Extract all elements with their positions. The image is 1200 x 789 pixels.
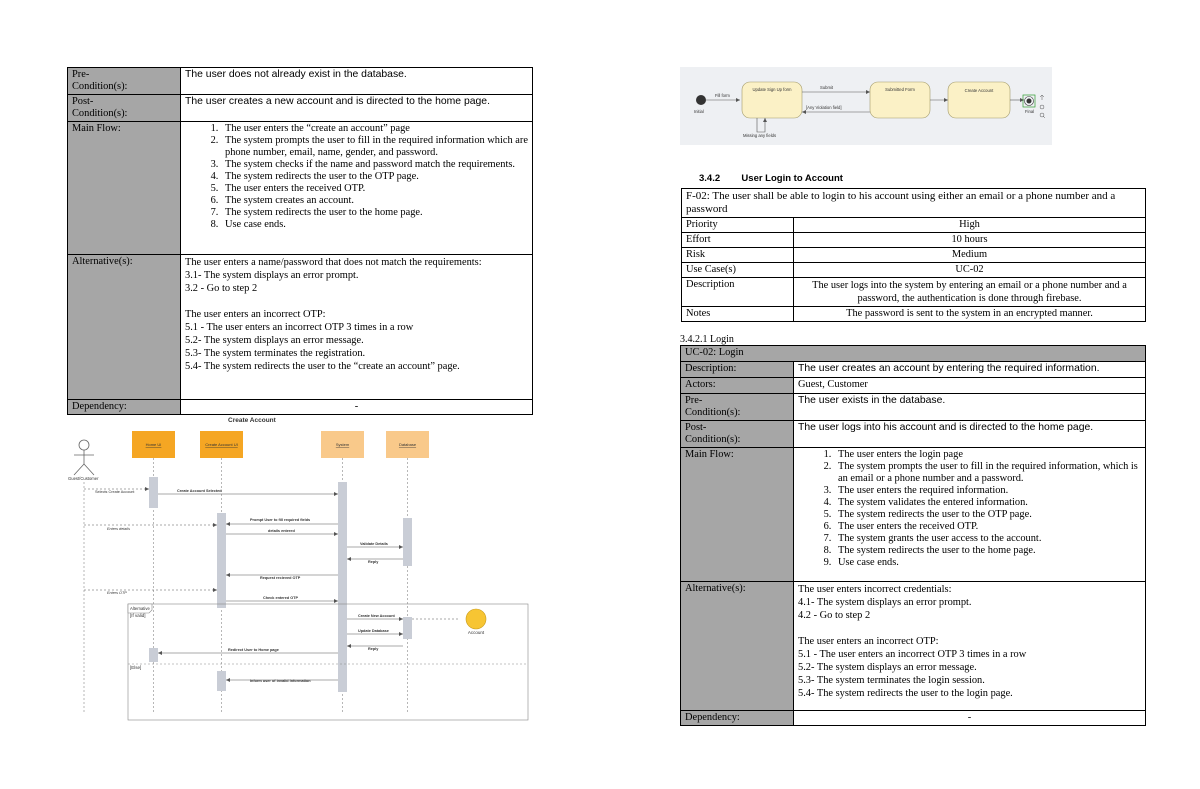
- dependency-value: -: [794, 711, 1146, 726]
- alt-line: 5.3- The system terminates the registration.: [185, 348, 366, 359]
- section-title: User Login to Account: [741, 173, 843, 184]
- list-item: 2. The system prompts the user to fill in the required information which are phone number, email, name, gender, and password.: [221, 135, 528, 159]
- table-row: [681, 421, 1146, 448]
- list-item: 1. The user enters the login page: [834, 449, 1141, 461]
- list-item: 6. The system creates an account.: [221, 195, 528, 207]
- create-account-use-case-table: [67, 67, 533, 415]
- participant-label: System: [335, 442, 350, 447]
- section-number: 3.4.2: [699, 173, 721, 184]
- dependency-label: Dependency:: [681, 711, 794, 726]
- alt-line: 4.2 - Go to step 2: [798, 610, 871, 621]
- alt-line: The user enters an incorrect OTP:: [185, 309, 326, 320]
- main-flow-value: [794, 448, 1146, 582]
- sequence-diagram: [60, 412, 540, 724]
- actor-icon: [74, 440, 94, 475]
- main-flow-list: [798, 449, 1141, 569]
- state-label: Final: [1025, 109, 1035, 114]
- actor-label: Guest/Customer: [68, 476, 99, 481]
- postcondition-value: The user logs into his account and is directed to the home page.: [794, 421, 1146, 448]
- alt-line: 3.1- The system displays an error prompt.: [185, 270, 359, 281]
- alt-line: 5.2- The system displays an error message.: [185, 335, 364, 346]
- message-label: Create Account Selected: [177, 489, 222, 493]
- alt-line: The user enters an incorrect OTP:: [798, 636, 939, 647]
- table-row: [682, 278, 1146, 307]
- row-value: UC-02: [794, 263, 1146, 278]
- list-item: 8. The system redirects the user to the home page.: [834, 545, 1141, 557]
- list-item: 1. The user enters the “create an account” page: [221, 123, 528, 135]
- postcondition-label: Post- Condition(s):: [681, 421, 794, 448]
- table-row: [682, 233, 1146, 248]
- login-use-case-table: [680, 345, 1146, 726]
- alt-line: [798, 622, 1141, 635]
- message-label: Enters OTP: [107, 591, 127, 595]
- alternatives-label: Alternative(s):: [68, 255, 181, 400]
- initial-state-icon: [696, 95, 706, 105]
- actors-label: Actors:: [681, 378, 794, 394]
- account-entity-label: Account: [467, 630, 485, 635]
- transition-label: Fill form: [715, 93, 730, 98]
- state-label: Submitted Form: [885, 87, 915, 92]
- state-diagram: [680, 67, 1052, 145]
- state-label: Initial: [694, 109, 704, 114]
- main-flow-value: [181, 122, 533, 255]
- table-row: [681, 394, 1146, 421]
- message-label: Prompt User to fill required fields: [250, 518, 311, 522]
- precondition-value: The user does not already exist in the database.: [181, 68, 533, 95]
- message-label: Update Database: [358, 629, 389, 633]
- list-item: 8. Use case ends.: [221, 219, 528, 231]
- row-label: Effort: [682, 233, 794, 248]
- message-label: Inform user of invalid Information: [250, 679, 311, 683]
- transition-label: Submit: [820, 85, 834, 90]
- description-value: The user creates an account by entering the required information.: [794, 362, 1146, 378]
- alt-line: 5.4- The system redirects the user to the “create an account” page.: [185, 361, 460, 372]
- table-row: [682, 307, 1146, 322]
- alt-line: 5.3- The system terminates the login session.: [798, 675, 985, 686]
- postcondition-value: The user creates a new account and is directed to the home page.: [181, 95, 533, 122]
- table-row: [681, 582, 1146, 711]
- requirement-text: F-02: The user shall be able to login to his account using either an email or a phone number and a password: [682, 189, 1146, 218]
- dependency-value: -: [181, 400, 533, 415]
- message-label: Reply: [368, 647, 379, 651]
- list-item: 5. The user enters the received OTP.: [221, 183, 528, 195]
- row-value: The user logs into the system by entering an email or a phone number and a password, the authentication is done through firebase.: [794, 278, 1146, 307]
- alt-line: 5.1 - The user enters an incorrect OTP 3 times in a row: [185, 322, 414, 333]
- actors-value: Guest, Customer: [794, 378, 1146, 394]
- alt-line: 5.1 - The user enters an incorrect OTP 3 times in a row: [798, 649, 1027, 660]
- list-item: 3. The system checks if the name and password match the requirements.: [221, 159, 528, 171]
- main-flow-label: Main Flow:: [681, 448, 794, 582]
- row-value: 10 hours: [794, 233, 1146, 248]
- message-label: Reply: [368, 560, 379, 564]
- message-label: Check entered OTP: [263, 596, 299, 600]
- row-label: Use Case(s): [682, 263, 794, 278]
- alt-line: 3.2 - Go to step 2: [185, 283, 258, 294]
- description-label: Description:: [681, 362, 794, 378]
- list-item: 6. The user enters the received OTP.: [834, 521, 1141, 533]
- list-item: 4. The system redirects the user to the OTP page.: [221, 171, 528, 183]
- message-label: Selects Create Account: [95, 490, 135, 494]
- guard-if-valid: [If valid]: [130, 613, 146, 618]
- list-item: 5. The system redirects the user to the OTP page.: [834, 509, 1141, 521]
- table-row: [682, 189, 1146, 218]
- alt-line: 5.4- The system redirects the user to the login page.: [798, 688, 1013, 699]
- row-label: Priority: [682, 218, 794, 233]
- state-label: Create Account: [964, 88, 994, 93]
- table-row: [681, 448, 1146, 582]
- alternatives-label: Alternative(s):: [681, 582, 794, 711]
- list-item: 2. The system prompts the user to fill in the required information, which is an email or a phone number and a password.: [834, 461, 1141, 485]
- row-label: Notes: [682, 307, 794, 322]
- list-item: 7. The system redirects the user to the home page.: [221, 207, 528, 219]
- activation-bars: [149, 477, 412, 692]
- list-item: 4. The system validates the entered information.: [834, 497, 1141, 509]
- alt-line: 4.1- The system displays an error prompt.: [798, 597, 972, 608]
- list-item: 9. Use case ends.: [834, 557, 1141, 569]
- main-flow-label: Main Flow:: [68, 122, 181, 255]
- participant-label: Create Account UI: [205, 442, 238, 447]
- message-label: Enters details: [107, 527, 131, 531]
- row-label: Risk: [682, 248, 794, 263]
- row-value: Medium: [794, 248, 1146, 263]
- state-label: Update Sign Up form: [752, 87, 792, 92]
- row-value: High: [794, 218, 1146, 233]
- requirement-table: [681, 188, 1146, 322]
- fragment-label: Alternative: [130, 606, 150, 611]
- alt-line: The user enters incorrect credentials:: [798, 584, 952, 595]
- table-row: [682, 218, 1146, 233]
- account-entity-icon: [466, 609, 486, 629]
- row-label: Description: [682, 278, 794, 307]
- alt-line: The user enters a name/password that does not match the requirements:: [185, 257, 482, 268]
- message-label: Validate Details: [360, 542, 388, 546]
- list-item: 3. The user enters the required information.: [834, 485, 1141, 497]
- precondition-label: Pre- Condition(s):: [681, 394, 794, 421]
- table-row: [682, 263, 1146, 278]
- transition-label: [Any Violation field]: [806, 105, 842, 110]
- main-flow-list: [185, 123, 528, 231]
- participant-label: Database: [398, 442, 417, 447]
- transition-label: Missing any fields: [743, 133, 777, 138]
- message-label: details entered: [268, 529, 295, 533]
- message-label: Request recieved OTP: [260, 576, 301, 580]
- table-row: [681, 346, 1146, 362]
- table-row: [68, 95, 533, 122]
- precondition-value: The user exists in the database.: [794, 394, 1146, 421]
- participant-label: Home UI: [145, 442, 162, 447]
- table-row: [68, 68, 533, 95]
- table-row: [681, 711, 1146, 726]
- precondition-label: Pre- Condition(s):: [68, 68, 181, 95]
- table-row: [681, 362, 1146, 378]
- table-row: [682, 248, 1146, 263]
- row-value: The password is sent to the system in an encrypted manner.: [794, 307, 1146, 322]
- lifelines: [84, 458, 408, 712]
- message-label: Create New Account: [358, 614, 395, 618]
- table-row: [68, 255, 533, 400]
- guard-else: [Else]: [130, 665, 142, 670]
- subsection-heading: 3.4.2.1 Login: [680, 334, 734, 345]
- postcondition-label: Post- Condition(s):: [68, 95, 181, 122]
- alt-line: 5.2- The system displays an error message.: [798, 662, 977, 673]
- message-label: Redirect User to Home page: [228, 648, 279, 652]
- sequence-title: Create Account: [228, 417, 276, 424]
- alternatives-value: [181, 255, 533, 400]
- dependency-label: Dependency:: [68, 400, 181, 415]
- section-heading: [699, 173, 843, 184]
- alternatives-value: [794, 582, 1146, 711]
- alt-line: [185, 295, 528, 308]
- table-row: [681, 378, 1146, 394]
- use-case-title: UC-02: Login: [681, 346, 1146, 362]
- list-item: 7. The system grants the user access to the account.: [834, 533, 1141, 545]
- table-row: [68, 122, 533, 255]
